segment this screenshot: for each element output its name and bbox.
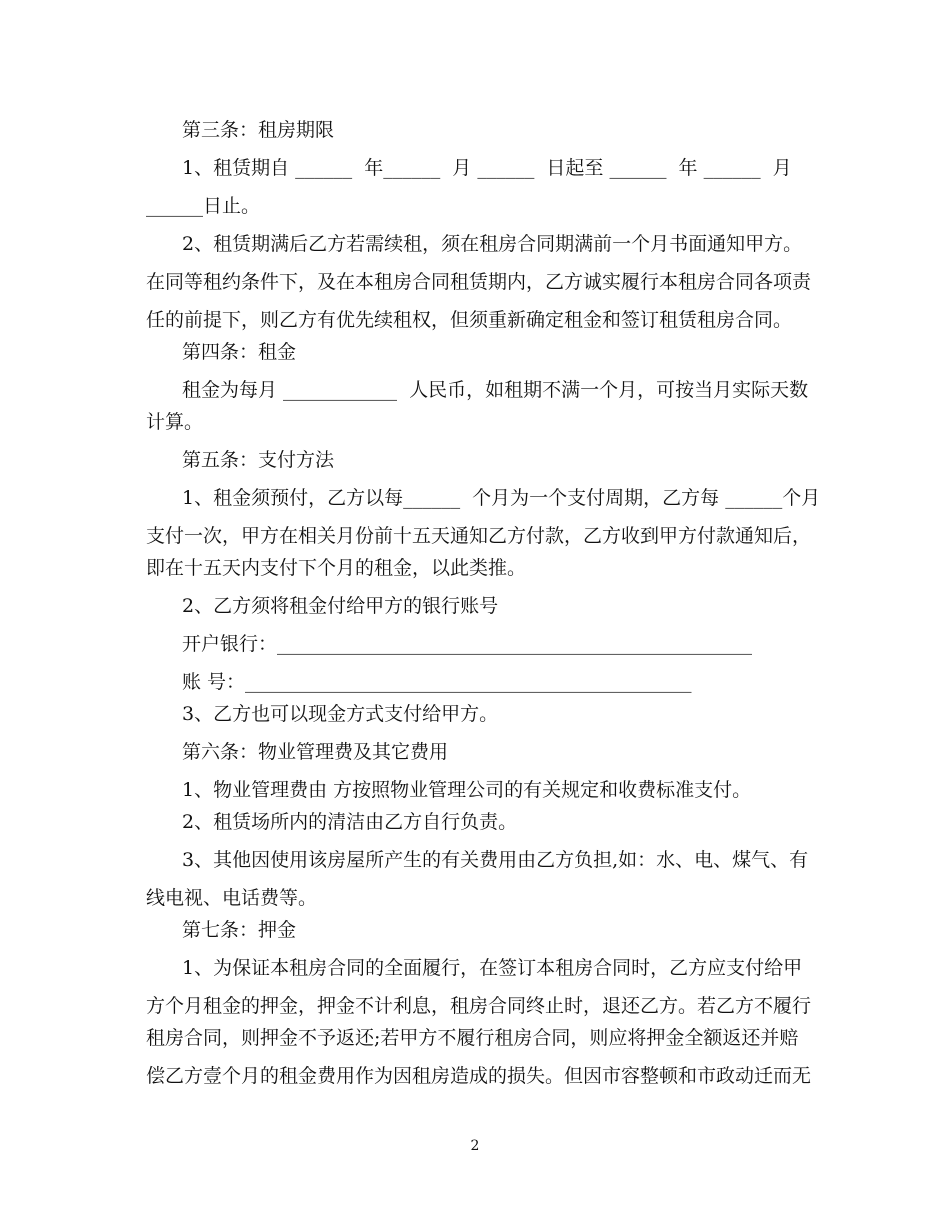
lease-period-end: ______日止。 xyxy=(146,195,261,217)
article-6-heading: 第六条：物业管理费及其它费用 xyxy=(182,741,449,763)
renewal-clause-line-1: 2、租赁期满后乙方若需续租，须在租房合同期满前一个月书面通知甲方。 xyxy=(182,233,803,255)
renewal-clause-line-3: 任的前提下，则乙方有优先续租权，但须重新确定租金和签订租赁租房合同。 xyxy=(146,309,793,331)
bank-name-field: 开户银行：__________________________________________________ xyxy=(182,633,753,655)
payment-clause-line-2: 支付一次，甲方在相关月份前十五天通知乙方付款，乙方收到甲方付款通知后， xyxy=(146,525,812,547)
deposit-clause-line-1: 1、为保证本租房合同的全面履行，在签订本租房合同时，乙方应支付给甲 xyxy=(182,957,803,979)
article-5-heading: 第五条：支付方法 xyxy=(182,449,335,471)
management-fee-clause: 1、物业管理费由 方按照物业管理公司的有关规定和收费标准支付。 xyxy=(182,779,752,801)
rent-amount-clause: 租金为每月 ____________ 人民币，如租期不满一个月，可按当月实际天数 xyxy=(182,379,809,401)
bank-account-clause: 2、乙方须将租金付给甲方的银行账号 xyxy=(182,595,499,617)
deposit-clause-line-4: 偿乙方壹个月的租金费用作为因租房造成的损失。但因市容整顿和市政动迁而无 xyxy=(146,1065,812,1087)
rent-amount-continued: 计算。 xyxy=(146,411,204,433)
cleaning-clause: 2、租赁场所内的清洁由乙方自行负责。 xyxy=(182,811,518,833)
article-4-heading: 第四条：租金 xyxy=(182,341,297,363)
other-fees-clause-line-1: 3、其他因使用该房屋所产生的有关费用由乙方负担,如：水、电、煤气、有 xyxy=(182,849,809,871)
article-7-heading: 第七条：押金 xyxy=(182,919,297,941)
cash-payment-clause: 3、乙方也可以现金方式支付给甲方。 xyxy=(182,703,499,725)
page-number: 2 xyxy=(470,1138,480,1154)
other-fees-clause-line-2: 线电视、电话费等。 xyxy=(146,887,318,909)
lease-period-clause: 1、租赁期自 ______ 年______ 月 ______ 日起至 ______ 年 ______ 月 xyxy=(182,157,792,179)
payment-clause-line-3: 即在十五天内支付下个月的租金，以此类推。 xyxy=(146,557,527,579)
deposit-clause-line-3: 租房合同，则押金不予返还;若甲方不履行租房合同，则应将押金全额返还并赔 xyxy=(146,1027,799,1049)
deposit-clause-line-2: 方个月租金的押金，押金不计利息，租房合同终止时，退还乙方。若乙方不履行 xyxy=(146,995,812,1017)
account-number-field: 账 号：_______________________________________________ xyxy=(182,671,692,693)
payment-clause-line-1: 1、租金须预付，乙方以每______ 个月为一个支付周期，乙方每 ______个月 xyxy=(182,487,821,509)
article-3-heading: 第三条：租房期限 xyxy=(182,119,335,141)
renewal-clause-line-2: 在同等租约条件下，及在本租房合同租赁期内，乙方诚实履行本租房合同各项责 xyxy=(146,271,812,293)
